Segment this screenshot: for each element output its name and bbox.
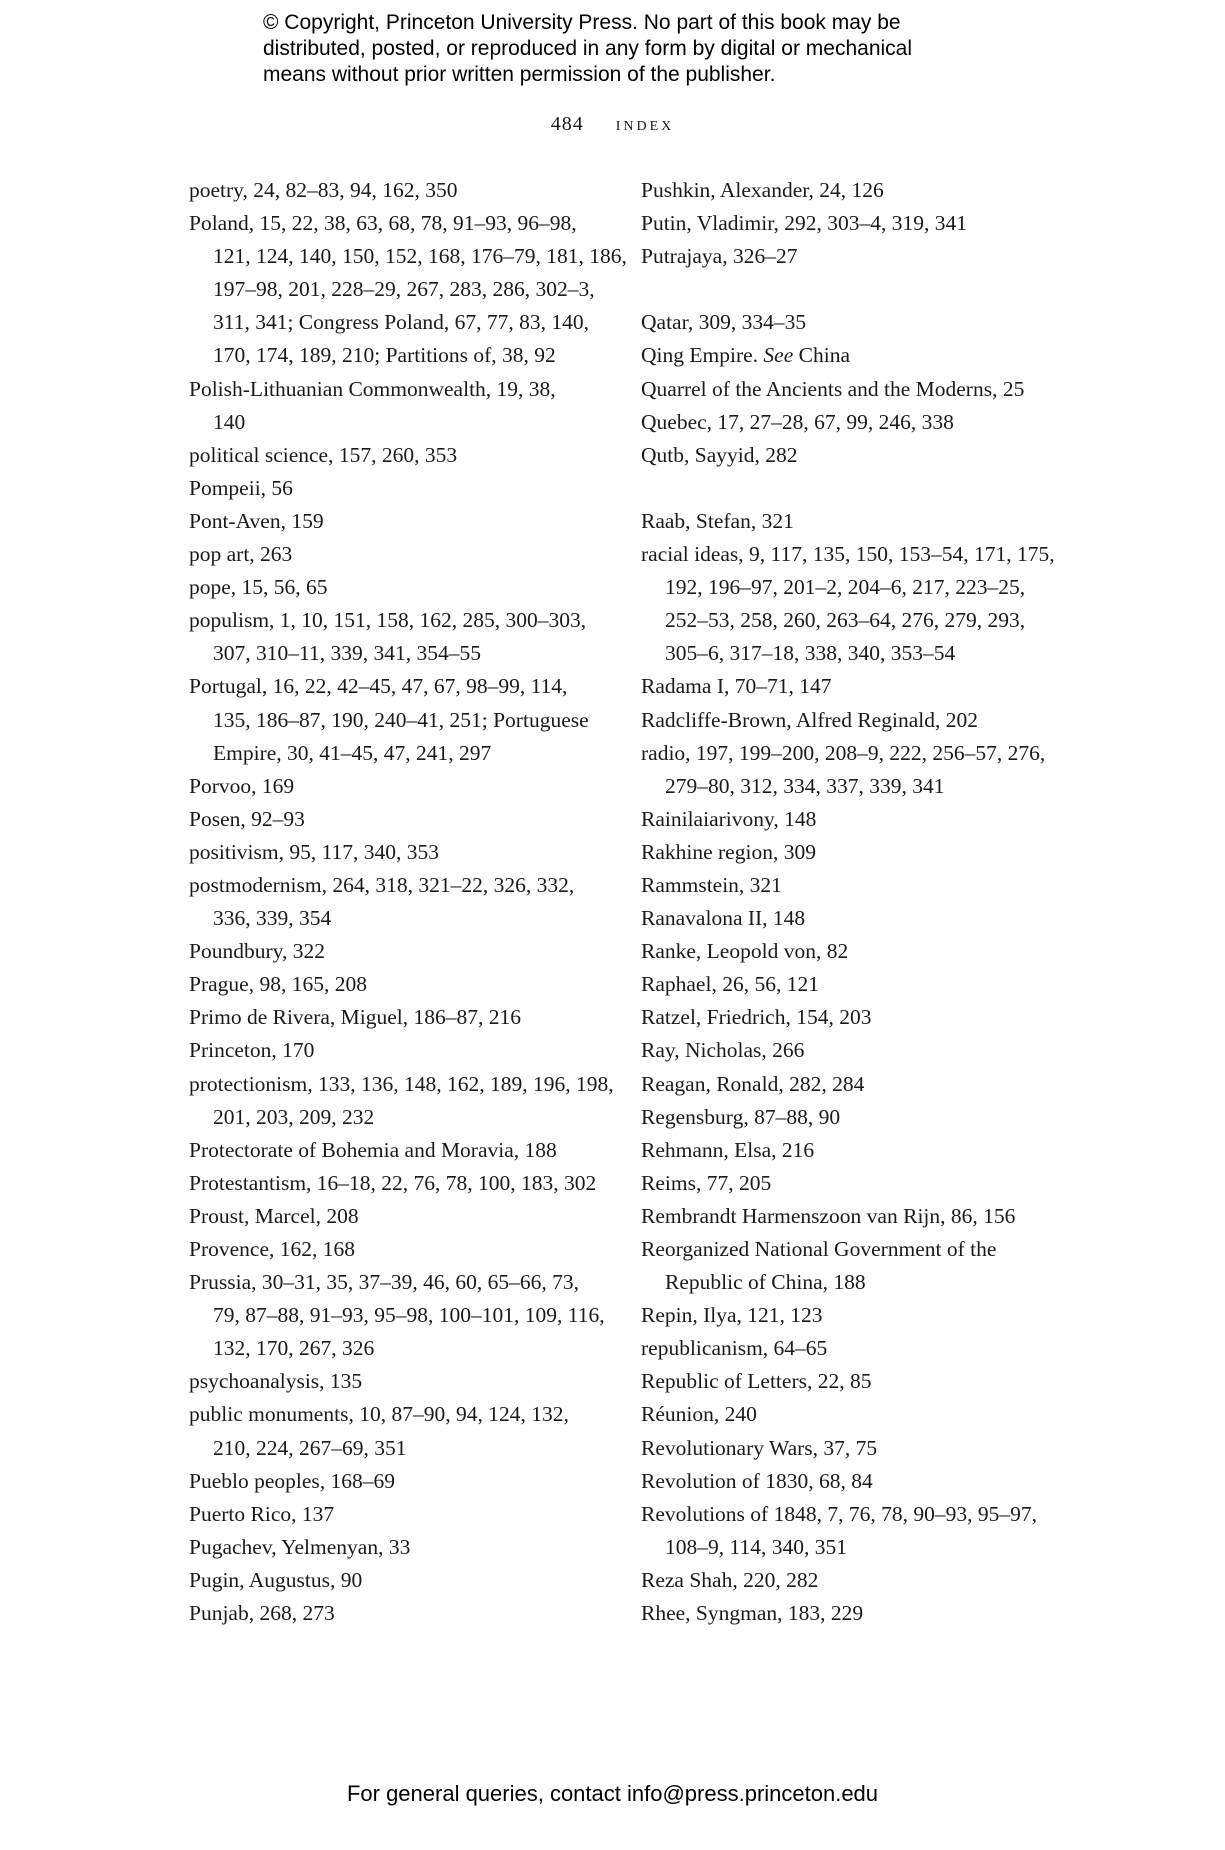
index-entry: Princeton, 170 (189, 1038, 315, 1063)
index-entry-continued: 307, 310–11, 339, 341, 354–55 (213, 641, 481, 666)
letter-group-spacer (641, 273, 1071, 306)
index-entry: Rhee, Syngman, 183, 229 (641, 1601, 864, 1626)
index-entry: postmodernism, 264, 318, 321–22, 326, 332, (189, 872, 575, 897)
see-reference-target: China (798, 343, 850, 368)
index-entry: Protestantism, 16–18, 22, 76, 78, 100, 183, 302 (189, 1170, 597, 1195)
index-entry: Reorganized National Government of the (641, 1237, 997, 1261)
index-entry: Posen, 92–93 (189, 806, 305, 831)
copyright-notice (263, 10, 1023, 88)
index-entry-continued: 201, 203, 209, 232 (213, 1104, 375, 1129)
index-column-left (189, 174, 627, 1630)
index-entry: Radcliffe-Brown, Alfred Reginald, 202 (641, 707, 978, 732)
index-entry: Regensburg, 87–88, 90 (641, 1104, 841, 1129)
index-entry: Quebec, 17, 27–28, 67, 99, 246, 338 (641, 409, 954, 434)
index-entry: Prague, 98, 165, 208 (189, 972, 367, 997)
footer-contact: For general queries, contact info@press.princeton.edu (346, 1781, 879, 1806)
index-entry: Pugachev, Yelmenyan, 33 (189, 1534, 411, 1559)
letter-group-spacer (641, 472, 1071, 505)
index-entry: Raab, Stefan, 321 (641, 508, 794, 533)
index-entry: radio, 197, 199–200, 208–9, 222, 256–57, 276, (641, 740, 1046, 765)
index-entry: Pont-Aven, 159 (189, 508, 324, 533)
copyright-line: means without prior written permission of the publisher. (263, 63, 776, 86)
index-entry: Rakhine region, 309 (641, 839, 816, 864)
index-entry-continued: 252–53, 258, 260, 263–64, 276, 279, 293, (665, 608, 1026, 633)
page-number: 484 (550, 113, 584, 135)
index-entry: positivism, 95, 117, 340, 353 (189, 839, 440, 864)
index-entry-continued: 336, 339, 354 (213, 906, 332, 931)
index-entry: Putin, Vladimir, 292, 303–4, 319, 341 (641, 211, 968, 236)
index-entry: Proust, Marcel, 208 (189, 1203, 359, 1228)
index-column-right (641, 174, 1071, 1630)
index-entry: Primo de Rivera, Miguel, 186–87, 216 (189, 1005, 522, 1030)
index-entry: protectionism, 133, 136, 148, 162, 189, 196, 198, (189, 1071, 614, 1096)
index-entry-continued: Republic of China, 188 (665, 1270, 866, 1295)
index-entry: Polish-Lithuanian Commonwealth, 19, 38, (189, 376, 556, 401)
index-entry: Porvoo, 169 (189, 773, 295, 798)
index-entry: Quarrel of the Ancients and the Moderns, 25 (641, 376, 1025, 401)
index-entry: Réunion, 240 (641, 1402, 757, 1427)
index-entry: Revolution of 1830, 68, 84 (641, 1468, 873, 1493)
index-entry: Pushkin, Alexander, 24, 126 (641, 178, 884, 202)
index-entry: racial ideas, 9, 117, 135, 150, 153–54, 171, 175, (641, 542, 1055, 567)
index-entry: Rembrandt Harmenszoon van Rijn, 86, 156 (641, 1203, 1016, 1228)
index-entry: Putrajaya, 326–27 (641, 244, 798, 269)
index-entry: Protectorate of Bohemia and Moravia, 188 (189, 1137, 557, 1162)
see-reference-label: See (763, 343, 794, 368)
index-entry-continued: 170, 174, 189, 210; Partitions of, 38, 92 (213, 343, 556, 368)
index-entry: Poland, 15, 22, 38, 63, 68, 78, 91–93, 96–98, (189, 211, 577, 236)
index-entry: Republic of Letters, 22, 85 (641, 1369, 872, 1394)
index-entry-continued: 132, 170, 267, 326 (213, 1336, 375, 1361)
index-entry: Reza Shah, 220, 282 (641, 1567, 819, 1592)
index-entry: Pompeii, 56 (189, 475, 293, 500)
index-entry: Rammstein, 321 (641, 872, 782, 897)
index-entry-continued: 108–9, 114, 340, 351 (665, 1534, 847, 1559)
index-entry-continued: 140 (213, 409, 246, 434)
index-entry: pop art, 263 (189, 542, 293, 567)
index-entry: Repin, Ilya, 121, 123 (641, 1303, 823, 1328)
copyright-line: distributed, posted, or reproduced in any form by digital or mechanical (263, 37, 913, 60)
index-entry: populism, 1, 10, 151, 158, 162, 285, 300–303, (189, 608, 587, 633)
index-entry: pope, 15, 56, 65 (189, 575, 328, 600)
index-entry: Puerto Rico, 137 (189, 1501, 335, 1526)
index-entry-continued: 311, 341; Congress Poland, 67, 77, 83, 140, (213, 310, 590, 335)
index-entry: poetry, 24, 82–83, 94, 162, 350 (189, 178, 458, 202)
index-entry: public monuments, 10, 87–90, 94, 124, 132, (189, 1402, 569, 1427)
index-entry: political science, 157, 260, 353 (189, 442, 458, 467)
index-entry-continued: 279–80, 312, 334, 337, 339, 341 (665, 773, 945, 798)
index-entry: Poundbury, 322 (189, 939, 325, 964)
index-entry: Ranke, Leopold von, 82 (641, 939, 849, 964)
index-entry: Reagan, Ronald, 282, 284 (641, 1071, 865, 1096)
index-entry: Qutb, Sayyid, 282 (641, 442, 798, 467)
running-head (0, 113, 1225, 136)
index-entry: Pugin, Augustus, 90 (189, 1567, 363, 1592)
index-entry-continued: 121, 124, 140, 150, 152, 168, 176–79, 181, 186, (213, 244, 627, 269)
index-entry-continued: 192, 196–97, 201–2, 204–6, 217, 223–25, (665, 575, 1026, 600)
index-entry: Reims, 77, 205 (641, 1170, 772, 1195)
index-entry: Pueblo peoples, 168–69 (189, 1468, 396, 1493)
index-entry: Ray, Nicholas, 266 (641, 1038, 805, 1063)
index-entry: Rehmann, Elsa, 216 (641, 1137, 815, 1162)
index-entry: Portugal, 16, 22, 42–45, 47, 67, 98–99, 114, (189, 674, 568, 699)
entry-heading: Qing Empire. (641, 343, 759, 368)
index-entry: Provence, 162, 168 (189, 1237, 355, 1261)
index-entry: psychoanalysis, 135 (189, 1369, 363, 1394)
index-entry-continued: 305–6, 317–18, 338, 340, 353–54 (665, 641, 956, 666)
index-entry: Ratzel, Friedrich, 154, 203 (641, 1005, 872, 1030)
index-entry: republicanism, 64–65 (641, 1336, 828, 1361)
index-entry: Radama I, 70–71, 147 (641, 674, 832, 699)
section-title: index (615, 113, 675, 135)
index-entry-continued: 135, 186–87, 190, 240–41, 251; Portuguese (213, 707, 589, 732)
index-entry-continued: Empire, 30, 41–45, 47, 241, 297 (213, 740, 492, 765)
index-entry-continued: 197–98, 201, 228–29, 267, 283, 286, 302–3, (213, 277, 595, 302)
index-entry-continued: 79, 87–88, 91–93, 95–98, 100–101, 109, 116, (213, 1303, 605, 1328)
index-entry: Raphael, 26, 56, 121 (641, 972, 819, 997)
index-entry: Qatar, 309, 334–35 (641, 310, 807, 335)
index-entry: Rainilaiarivony, 148 (641, 806, 817, 831)
index-entry-cross-reference (641, 339, 1071, 372)
index-entry: Punjab, 268, 273 (189, 1601, 335, 1626)
index-entry: Revolutionary Wars, 37, 75 (641, 1435, 878, 1460)
copyright-line: © Copyright, Princeton University Press. No part of this book may be (263, 11, 901, 34)
index-entry: Ranavalona II, 148 (641, 906, 806, 931)
index-entry-continued: 210, 224, 267–69, 351 (213, 1435, 407, 1460)
index-entry: Revolutions of 1848, 7, 76, 78, 90–93, 95–97, (641, 1501, 1037, 1526)
index-entry: Prussia, 30–31, 35, 37–39, 46, 60, 65–66, 73, (189, 1270, 579, 1295)
